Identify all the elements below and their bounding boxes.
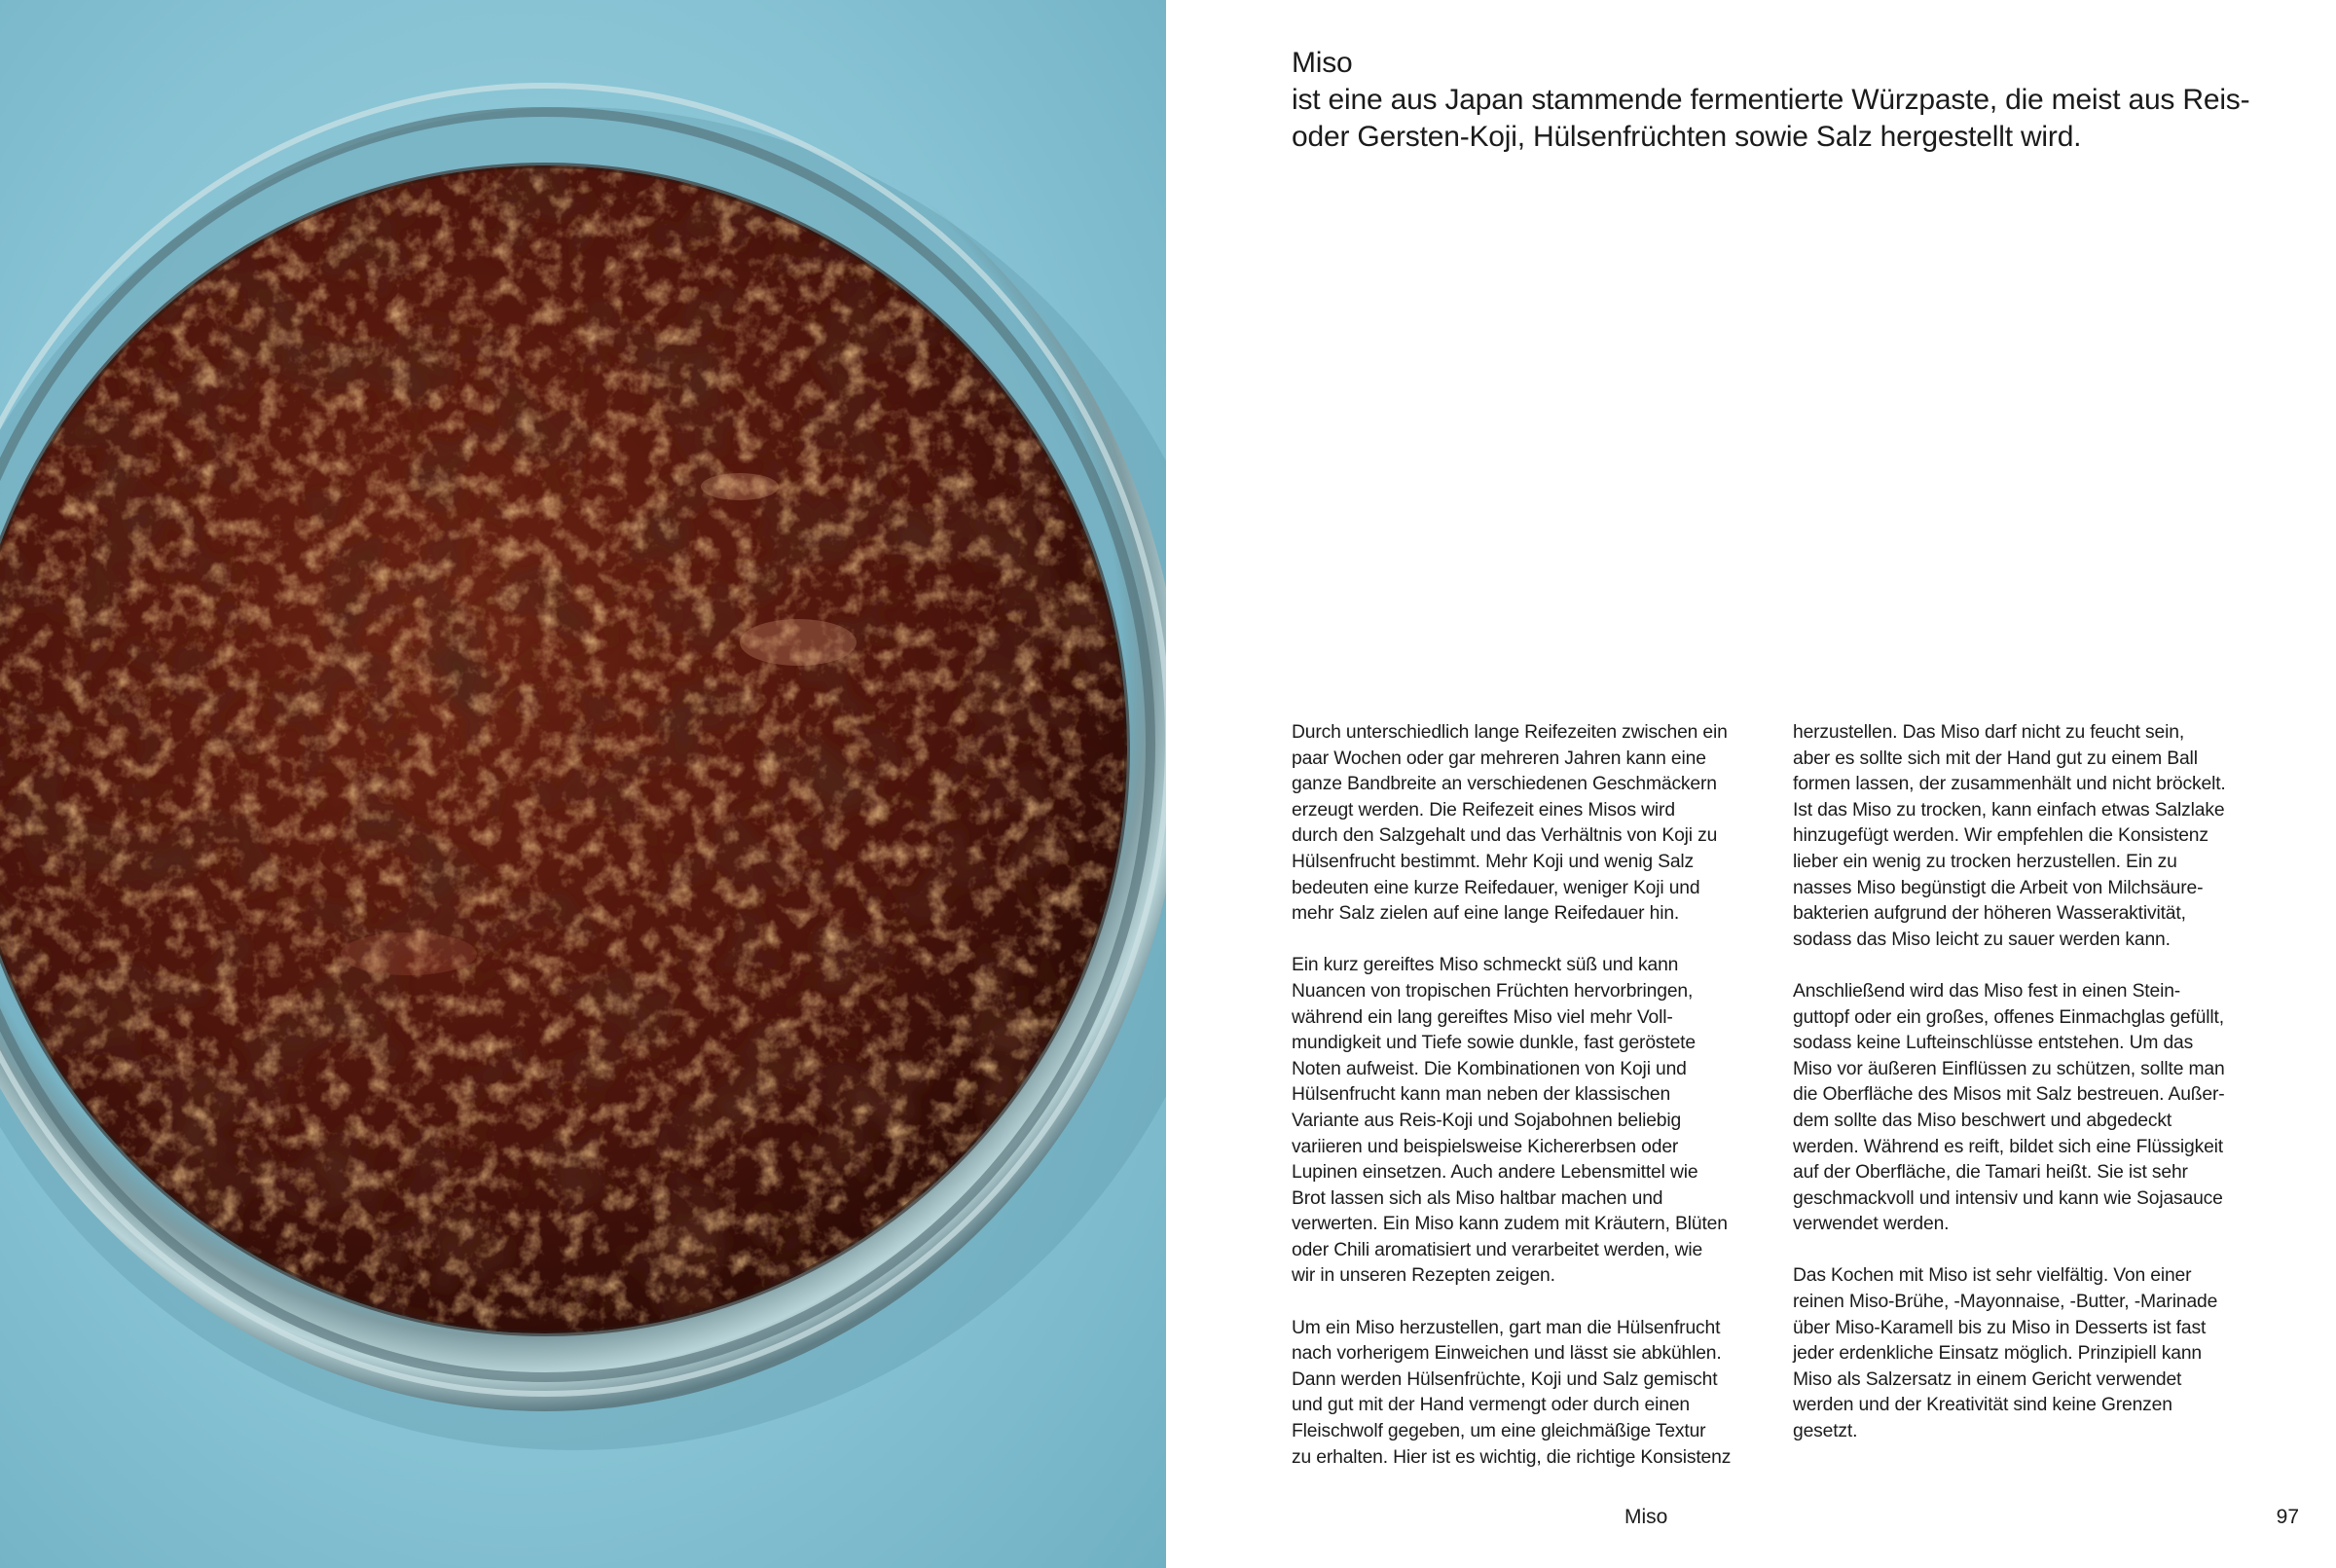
text-line: oder Chili aromatisiert und verarbeitet werden, wie (1292, 1239, 1703, 1260)
text-line: die Oberfläche des Misos mit Salz bestreuen. Außer- (1793, 1084, 2225, 1106)
text-line: Miso vor äußeren Einflüssen zu schützen, sollte man (1793, 1058, 2225, 1079)
text-line: Variante aus Reis-Koji und Sojabohnen beliebig (1292, 1110, 1682, 1131)
text-line: sodass das Miso leicht zu sauer werden kann. (1793, 929, 2171, 950)
page-headline (1292, 45, 2265, 156)
text-line: variieren und beispielsweise Kichererbsen oder (1292, 1136, 1679, 1157)
text-line: Lupinen einsetzen. Auch andere Lebensmittel wie (1292, 1162, 1698, 1184)
text-line: während ein lang gereiftes Miso viel mehr Voll- (1292, 1006, 1673, 1028)
text-line: Ist das Miso zu trocken, kann einfach etwas Salzlake (1793, 799, 2225, 820)
text-line: werden und der Kreativität sind keine Grenzen (1793, 1395, 2172, 1416)
text-line: mundigkeit und Tiefe sowie dunkle, fast geröstete (1292, 1033, 1696, 1054)
text-line: nasses Miso begünstigt die Arbeit von Milchsäure- (1793, 877, 2204, 898)
text-line: Um ein Miso herzustellen, gart man die Hülsenfrucht (1292, 1317, 1721, 1338)
headline-title: Miso (1292, 47, 1353, 79)
text-line: sodass keine Lufteinschlüsse entstehen. Um das (1793, 1033, 2194, 1054)
text-line: verwendet werden. (1793, 1214, 1950, 1235)
text-line: auf der Oberfläche, die Tamari heißt. Sie ist sehr (1793, 1162, 2188, 1184)
paragraph (1793, 720, 2280, 953)
text-line: Miso als Salzersatz in einem Gericht verwendet (1793, 1368, 2182, 1390)
text-line: und gut mit der Hand vermengt oder durch einen (1292, 1395, 1690, 1416)
text-column-left (1292, 720, 1778, 1497)
text-line: dem sollte das Miso beschwert und abgedeckt (1793, 1110, 2172, 1131)
text-line: Brot lassen sich als Miso haltbar machen und (1292, 1187, 1663, 1209)
headline-line: oder Gersten-Koji, Hülsenfrüchten sowie Salz hergestellt wird. (1292, 121, 2082, 153)
text-column-right (1793, 720, 2280, 1471)
text-line: Anschließend wird das Miso fest in einen Stein- (1793, 980, 2181, 1002)
text-line: Dann werden Hülsenfrüchte, Koji und Salz gemischt (1292, 1368, 1718, 1390)
text-line: paar Wochen oder gar mehreren Jahren kann eine (1292, 748, 1706, 769)
text-line: Durch unterschiedlich lange Reifezeiten zwischen ein (1292, 722, 1728, 743)
text-line: formen lassen, der zusammenhält und nicht bröckelt. (1793, 774, 2226, 795)
text-line: Das Kochen mit Miso ist sehr vielfältig. Von einer (1793, 1265, 2192, 1287)
text-line: bakterien aufgrund der höheren Wasseraktivität, (1793, 903, 2186, 925)
miso-jar-photo (0, 0, 1166, 1568)
text-line: Hülsenfrucht kann man neben der klassischen (1292, 1084, 1671, 1106)
text-line: werden. Während es reift, bildet sich eine Flüssigkeit (1793, 1136, 2224, 1157)
text-line: wir in unseren Rezepten zeigen. (1292, 1265, 1555, 1287)
text-line: mehr Salz zielen auf eine lange Reifedauer hin. (1292, 903, 1680, 925)
text-line: bedeuten eine kurze Reifedauer, weniger Koji und (1292, 877, 1700, 898)
text-line: zu erhalten. Hier ist es wichtig, die richtige Konsistenz (1292, 1446, 1732, 1468)
text-line: reinen Miso-Brühe, -Mayonnaise, -Butter, -Marinade (1793, 1292, 2218, 1313)
paragraph (1292, 1316, 1778, 1472)
text-line: Fleischwolf gegeben, um eine gleichmäßige Textur (1292, 1421, 1706, 1442)
text-line: Ein kurz gereiftes Miso schmeckt süß und kann (1292, 955, 1679, 976)
text-line: Hülsenfrucht bestimmt. Mehr Koji und wenig Salz (1292, 851, 1695, 872)
miso-jar-illustration (0, 0, 1166, 1568)
headline-line: ist eine aus Japan stammende fermentierte Würzpaste, die meist aus Reis- (1292, 84, 2250, 116)
text-line: guttopf oder ein großes, offenes Einmachglas gefüllt, (1793, 1006, 2224, 1028)
text-line: durch den Salzgehalt und das Verhältnis von Koji zu (1292, 825, 1718, 847)
page-number: 97 (2276, 1506, 2299, 1528)
text-line: nach vorherigem Einweichen und lässt sie abkühlen. (1292, 1343, 1722, 1365)
paragraph (1292, 720, 1778, 928)
text-line: verwerten. Ein Miso kann zudem mit Kräutern, Blüten (1292, 1214, 1728, 1235)
running-title: Miso (1624, 1506, 1668, 1528)
text-line: herzustellen. Das Miso darf nicht zu feucht sein, (1793, 722, 2185, 743)
text-line: aber es sollte sich mit der Hand gut zu einem Ball (1793, 748, 2198, 769)
paragraph (1793, 1263, 2280, 1444)
text-line: Nuancen von tropischen Früchten hervorbringen, (1292, 980, 1694, 1002)
text-line: über Miso-Karamell bis zu Miso in Desserts ist fast (1793, 1317, 2207, 1338)
paragraph (1793, 979, 2280, 1238)
text-line: geschmackvoll und intensiv und kann wie Sojasauce (1793, 1187, 2223, 1209)
paragraph (1292, 953, 1778, 1290)
text-line: ganze Bandbreite an verschiedenen Geschmäckern (1292, 774, 1717, 795)
text-line: jeder erdenkliche Einsatz möglich. Prinzipiell kann (1793, 1343, 2202, 1365)
text-line: Noten aufweist. Die Kombinationen von Koji und (1292, 1058, 1687, 1079)
text-line: hinzugefügt werden. Wir empfehlen die Konsistenz (1793, 825, 2208, 847)
text-line: lieber ein wenig zu trocken herzustellen. Ein zu (1793, 851, 2177, 872)
text-line: gesetzt. (1793, 1421, 1858, 1442)
text-line: erzeugt werden. Die Reifezeit eines Misos wird (1292, 799, 1675, 820)
